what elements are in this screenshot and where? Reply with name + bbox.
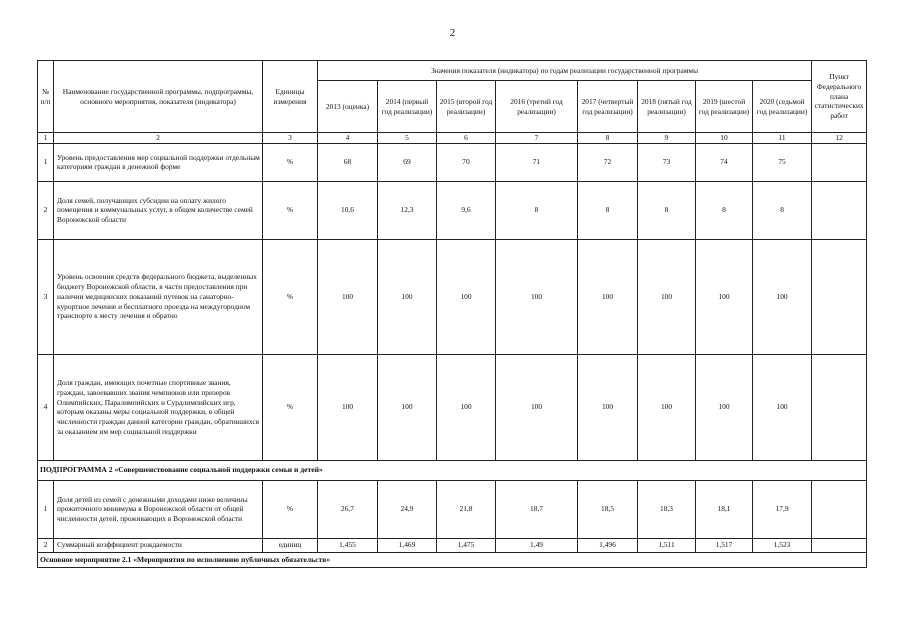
column-number: 1 [38, 133, 54, 144]
main-activity-2-1-header-title: Основное мероприятие 2.1 «Мероприятия по исполнению публичных обязательств» [38, 552, 867, 567]
value-cell: 100 [753, 354, 812, 460]
value-cell: 18,3 [638, 480, 696, 538]
value-cell: 100 [696, 239, 753, 354]
value-cell: 18,1 [696, 480, 753, 538]
value-cell: 75 [753, 143, 812, 181]
value-cell: 1,475 [437, 538, 496, 552]
value-cell: 100 [496, 239, 578, 354]
unit-cell: % [263, 143, 318, 181]
value-cell: 100 [437, 239, 496, 354]
unit-cell: % [263, 239, 318, 354]
header-year: 2016 (третий год реализации) [496, 81, 578, 133]
row-number: 2 [38, 538, 54, 552]
value-cell: 8 [638, 181, 696, 239]
value-cell: 1,517 [696, 538, 753, 552]
value-cell: 1,511 [638, 538, 696, 552]
header-year: 2013 (оценка) [318, 81, 378, 133]
column-number: 4 [318, 133, 378, 144]
value-cell: 100 [318, 239, 378, 354]
header-year: 2020 (седьмой год реализации) [753, 81, 812, 133]
value-cell: 8 [753, 181, 812, 239]
value-cell: 100 [318, 354, 378, 460]
plan-cell [812, 354, 867, 460]
row-number: 4 [38, 354, 54, 460]
value-cell: 71 [496, 143, 578, 181]
header-year: 2017 (четвертый год реализации) [578, 81, 638, 133]
value-cell: 100 [578, 239, 638, 354]
column-number: 5 [378, 133, 437, 144]
header-year: 2014 (первый год реализации) [378, 81, 437, 133]
table-row [38, 239, 867, 354]
header-unit: Единицы измерения [263, 61, 318, 133]
value-cell: 18,5 [578, 480, 638, 538]
column-number: 2 [54, 133, 263, 144]
page-number: 2 [449, 27, 456, 39]
value-cell: 73 [638, 143, 696, 181]
table-row [38, 181, 867, 239]
value-cell: 1,523 [753, 538, 812, 552]
indicators-table [37, 60, 867, 568]
value-cell: 100 [753, 239, 812, 354]
column-number: 12 [812, 133, 867, 144]
row-number: 1 [38, 143, 54, 181]
value-cell: 1,455 [318, 538, 378, 552]
value-cell: 8 [496, 181, 578, 239]
indicator-name: Доля семей, получающих субсидии на оплату жилого помещения и коммунальных услуг, в общем количестве семей Воронежской области [54, 181, 263, 239]
value-cell: 1,49 [496, 538, 578, 552]
unit-cell: % [263, 354, 318, 460]
indicator-name: Уровень предоставления мер социальной поддержки отдельным категориям граждан в денежной форме [54, 143, 263, 181]
column-number: 7 [496, 133, 578, 144]
value-cell: 100 [378, 354, 437, 460]
header-name: Наименование государственной программы, подпрограммы, основного мероприятия, показателя (индикатора) [54, 61, 263, 133]
value-cell: 68 [318, 143, 378, 181]
column-number: 11 [753, 133, 812, 144]
header-plan: Пункт Федерального плана статистических работ [812, 61, 867, 133]
value-cell: 12,3 [378, 181, 437, 239]
column-number: 8 [578, 133, 638, 144]
unit-cell: % [263, 181, 318, 239]
value-cell: 100 [638, 354, 696, 460]
value-cell: 10,6 [318, 181, 378, 239]
value-cell: 100 [696, 354, 753, 460]
main-activity-2-1-header [38, 552, 867, 567]
value-cell: 17,9 [753, 480, 812, 538]
plan-cell [812, 181, 867, 239]
indicator-name: Суммарный коэффициент рождаемости [54, 538, 263, 552]
table-row [38, 480, 867, 538]
value-cell: 100 [437, 354, 496, 460]
value-cell: 24,9 [378, 480, 437, 538]
plan-cell [812, 143, 867, 181]
column-numbers-row [38, 133, 867, 144]
table-row [38, 538, 867, 552]
indicator-name: Доля граждан, имеющих почетные спортивные звания, граждан, завоевавших звания чемпионов или призеров Олимпийских, Паралимпийских и Сурдлимпийских игр, которым оказаны меры социальной поддержки, в общей численности граждан данной категории граждан, обратившихся за оказанием им мер социальной поддержки [54, 354, 263, 460]
unit-cell: единиц [263, 538, 318, 552]
subprogram-2-header [38, 460, 867, 480]
value-cell: 69 [378, 143, 437, 181]
value-cell: 1,469 [378, 538, 437, 552]
column-number: 10 [696, 133, 753, 144]
value-cell: 70 [437, 143, 496, 181]
plan-cell [812, 239, 867, 354]
indicator-name: Доля детей из семей с денежными доходами ниже величины прожиточного минимума в Воронежской области от общей численности детей, проживающих в Воронежской области [54, 480, 263, 538]
header-year: 2015 (второй год реализации) [437, 81, 496, 133]
value-cell: 21,8 [437, 480, 496, 538]
value-cell: 26,7 [318, 480, 378, 538]
row-number: 1 [38, 480, 54, 538]
value-cell: 8 [696, 181, 753, 239]
value-cell: 9,6 [437, 181, 496, 239]
indicator-name: Уровень освоения средств федерального бюджета, выделенных бюджету Воронежской области, в части предоставления при наличии медицинских показаний путевок на санаторно-курортное лечение и бесплатного проезда на междугородном транспорте к месту лечения и обратно [54, 239, 263, 354]
plan-cell [812, 480, 867, 538]
column-number: 6 [437, 133, 496, 144]
value-cell: 72 [578, 143, 638, 181]
value-cell: 100 [378, 239, 437, 354]
value-cell: 74 [696, 143, 753, 181]
header-year: 2019 (шестой год реализации) [696, 81, 753, 133]
row-number: 3 [38, 239, 54, 354]
plan-cell [812, 538, 867, 552]
header-row-1 [38, 61, 867, 81]
header-values-group: Значения показателя (индикатора) по годам реализации государственной программы [318, 61, 812, 81]
table-row [38, 143, 867, 181]
column-number: 3 [263, 133, 318, 144]
value-cell: 100 [496, 354, 578, 460]
value-cell: 100 [638, 239, 696, 354]
subprogram-2-header-title: ПОДПРОГРАММА 2 «Совершенствование социальной поддержки семьи и детей» [38, 460, 867, 480]
unit-cell: % [263, 480, 318, 538]
table-row [38, 354, 867, 460]
value-cell: 8 [578, 181, 638, 239]
row-number: 2 [38, 181, 54, 239]
header-year: 2018 (пятый год реализации) [638, 81, 696, 133]
column-number: 9 [638, 133, 696, 144]
value-cell: 18,7 [496, 480, 578, 538]
value-cell: 100 [578, 354, 638, 460]
header-num: № п/п [38, 61, 54, 133]
value-cell: 1,496 [578, 538, 638, 552]
